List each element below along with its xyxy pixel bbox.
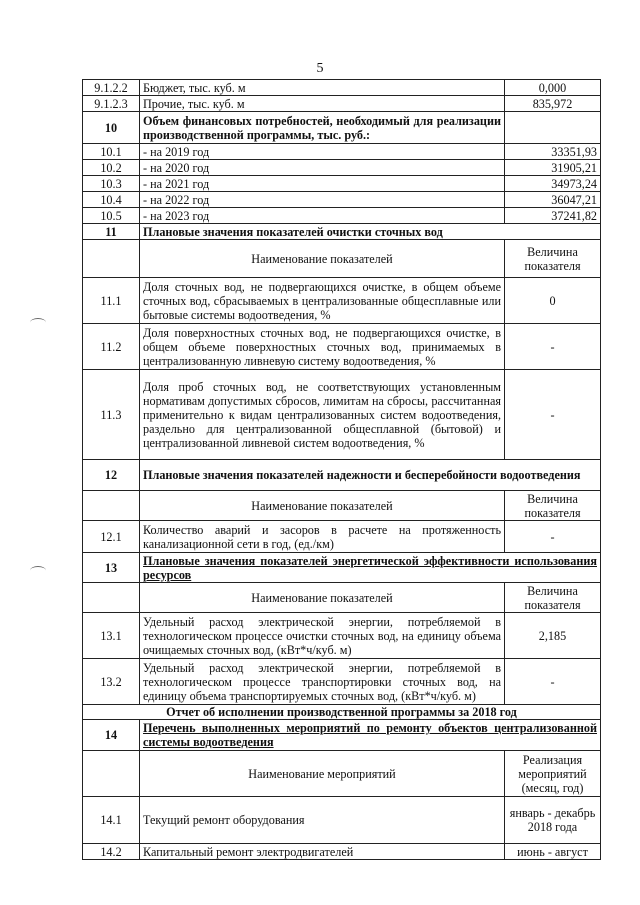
column-header-name: Наименование показателей <box>140 240 505 278</box>
row-value: 37241,82 <box>505 208 601 224</box>
empty-cell <box>83 583 140 613</box>
empty-cell <box>83 240 140 278</box>
row-label: - на 2019 год <box>140 144 505 160</box>
row-label: Удельный расход электрической энергии, потребляемой в технологическом процессе очистки сточных вод, на единицу объема очищаемых сточных вод, (кВт*ч/куб. м) <box>140 613 505 659</box>
row-label: Доля поверхностных сточных вод, не подвергающихся очистке, в общем объеме поверхностных сточных вод, принимаемых в централизованную ливневую систему водоотведения, % <box>140 324 505 370</box>
table-row <box>83 80 601 96</box>
header-row <box>83 751 601 797</box>
table-row <box>83 208 601 224</box>
section-row <box>83 553 601 583</box>
row-number: 11.3 <box>83 370 140 460</box>
table-row <box>83 144 601 160</box>
row-label: Текущий ремонт оборудования <box>140 797 505 844</box>
row-label: Капитальный ремонт электродвигателей <box>140 844 505 860</box>
page-number: 5 <box>316 61 324 76</box>
column-header-name: Наименование мероприятий <box>140 751 505 797</box>
row-number: 11.2 <box>83 324 140 370</box>
section-row <box>83 112 601 144</box>
row-number: 14.2 <box>83 844 140 860</box>
row-value: январь - декабрь 2018 года <box>505 797 601 844</box>
column-header-value: Величина показателя <box>505 491 601 521</box>
section-row <box>83 460 601 491</box>
row-value: 0 <box>505 278 601 324</box>
row-value: 2,185 <box>505 613 601 659</box>
margin-mark <box>30 318 46 327</box>
row-label: - на 2021 год <box>140 176 505 192</box>
section-title: Объем финансовых потребностей, необходимый для реализации производственной программы, тыс. руб.: <box>140 112 505 144</box>
table-row <box>83 324 601 370</box>
header-row <box>83 240 601 278</box>
report-heading-row <box>83 705 601 720</box>
column-header-name: Наименование показателей <box>140 491 505 521</box>
table-row <box>83 176 601 192</box>
row-value: - <box>505 659 601 705</box>
row-value: - <box>505 521 601 553</box>
row-value: 31905,21 <box>505 160 601 176</box>
table-row <box>83 613 601 659</box>
section-title: Плановые значения показателей надежности и бесперебойности водоотведения <box>140 460 601 491</box>
margin-mark <box>30 566 46 575</box>
row-label: Доля сточных вод, не подвергающихся очистке, в общем объеме сточных вод, сбрасываемых в централизованные общесплавные или бытовые системы водоотведения, % <box>140 278 505 324</box>
table-row <box>83 192 601 208</box>
row-number: 9.1.2.3 <box>83 96 140 112</box>
row-label: Прочие, тыс. куб. м <box>140 96 505 112</box>
section-number: 13 <box>83 553 140 583</box>
column-header-value: Величина показателя <box>505 240 601 278</box>
row-value: 34973,24 <box>505 176 601 192</box>
row-label: - на 2023 год <box>140 208 505 224</box>
row-number: 13.2 <box>83 659 140 705</box>
column-header-name: Наименование показателей <box>140 583 505 613</box>
table-row <box>83 521 601 553</box>
row-label: Бюджет, тыс. куб. м <box>140 80 505 96</box>
column-header-value: Реализация мероприятий (месяц, год) <box>505 751 601 797</box>
section-title: Перечень выполненных мероприятий по ремонту объектов централизованной системы водоотведения <box>140 720 601 751</box>
production-program-table <box>82 79 601 860</box>
table-row <box>83 160 601 176</box>
table-row <box>83 797 601 844</box>
row-value: 36047,21 <box>505 192 601 208</box>
section-number: 12 <box>83 460 140 491</box>
section-number: 14 <box>83 720 140 751</box>
row-number: 11.1 <box>83 278 140 324</box>
section-title: Плановые значения показателей очистки сточных вод <box>140 224 601 240</box>
table-row <box>83 844 601 860</box>
section-title: Плановые значения показателей энергетической эффективности использования ресурсов <box>140 553 601 583</box>
row-label: - на 2020 год <box>140 160 505 176</box>
row-value: 33351,93 <box>505 144 601 160</box>
row-value: - <box>505 370 601 460</box>
empty-cell <box>83 751 140 797</box>
row-number: 9.1.2.2 <box>83 80 140 96</box>
row-value: - <box>505 324 601 370</box>
row-number: 10.3 <box>83 176 140 192</box>
row-value: 835,972 <box>505 96 601 112</box>
section-number: 11 <box>83 224 140 240</box>
header-row <box>83 491 601 521</box>
row-number: 10.2 <box>83 160 140 176</box>
row-label: - на 2022 год <box>140 192 505 208</box>
report-title: Отчет об исполнении производственной программы за 2018 год <box>83 705 601 720</box>
section-number: 10 <box>83 112 140 144</box>
row-number: 10.1 <box>83 144 140 160</box>
empty-cell <box>505 112 601 144</box>
row-value: июнь - август <box>505 844 601 860</box>
row-label: Доля проб сточных вод, не соответствующих установленным нормативам допустимых сбросов, лимитам на сбросы, рассчитанная применительно к видам централизованных систем водоотведения, раздельно для централизованной общесплавной (бытовой) и централизованной ливневой систем водоотведения, % <box>140 370 505 460</box>
row-number: 10.5 <box>83 208 140 224</box>
row-number: 12.1 <box>83 521 140 553</box>
row-value: 0,000 <box>505 80 601 96</box>
row-number: 10.4 <box>83 192 140 208</box>
table-row <box>83 659 601 705</box>
row-number: 14.1 <box>83 797 140 844</box>
section-row <box>83 720 601 751</box>
row-label: Количество аварий и засоров в расчете на протяженность канализационной сети в год, (ед./км) <box>140 521 505 553</box>
section-row <box>83 224 601 240</box>
column-header-value: Величина показателя <box>505 583 601 613</box>
header-row <box>83 583 601 613</box>
empty-cell <box>83 491 140 521</box>
table-row <box>83 96 601 112</box>
row-label: Удельный расход электрической энергии, потребляемой в технологическом процессе транспортировки сточных вод, на единицу объема транспортируемых сточных вод, (кВт*ч/куб. м) <box>140 659 505 705</box>
row-number: 13.1 <box>83 613 140 659</box>
table-row <box>83 370 601 460</box>
table-row <box>83 278 601 324</box>
